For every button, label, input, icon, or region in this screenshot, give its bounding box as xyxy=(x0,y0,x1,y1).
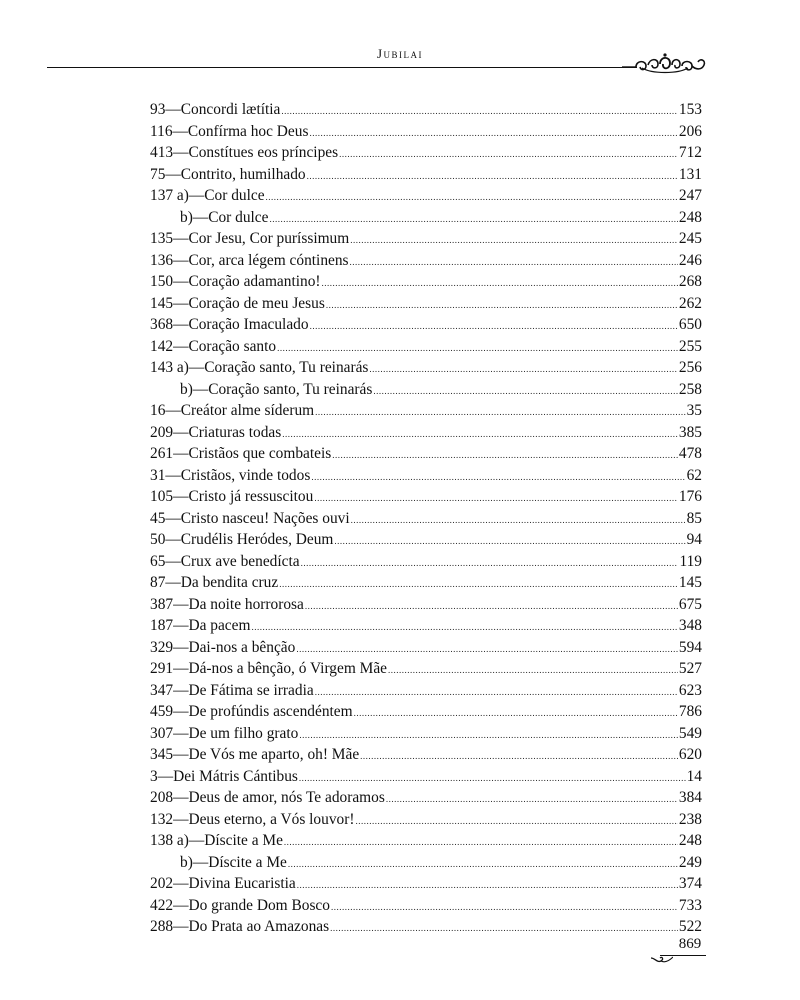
entry-title: 75—Contrito, humilhado xyxy=(150,165,306,183)
entry-title: 87—Da bendita cruz xyxy=(150,574,279,591)
toc-entry xyxy=(150,918,702,940)
dot-leader xyxy=(314,493,678,503)
toc-entry xyxy=(150,424,702,446)
dot-leader xyxy=(350,235,678,245)
header-rule xyxy=(47,67,637,68)
entry-title: 65—Crux ave benedícta xyxy=(150,552,300,570)
dot-leader xyxy=(266,192,678,202)
toc-entry xyxy=(150,510,702,532)
dot-leader xyxy=(284,837,678,847)
entry-title: 150—Coração adamantino! xyxy=(150,273,321,290)
entry-page-number: 258 xyxy=(678,380,702,398)
dot-leader xyxy=(299,730,678,740)
dot-leader xyxy=(351,515,686,525)
entry-page-number: 85 xyxy=(686,509,702,527)
toc-entry xyxy=(150,381,702,403)
dot-leader xyxy=(373,386,678,396)
dot-leader xyxy=(251,622,677,632)
dot-leader xyxy=(307,171,678,181)
toc-entry xyxy=(150,897,702,919)
entry-page-number: 384 xyxy=(678,789,702,806)
dot-leader xyxy=(315,407,685,417)
entry-page-number: 131 xyxy=(678,165,702,183)
entry-page-number: 256 xyxy=(678,359,702,376)
toc-entry xyxy=(150,488,702,510)
entry-page-number: 620 xyxy=(678,746,702,763)
dot-leader xyxy=(305,601,678,611)
dot-leader xyxy=(281,106,678,116)
entry-page-number: 246 xyxy=(678,251,702,269)
toc-entry xyxy=(150,316,702,338)
entry-page-number: 176 xyxy=(678,488,702,505)
entry-page-number: 247 xyxy=(678,187,702,204)
toc-entry xyxy=(150,811,702,833)
toc-entry xyxy=(150,596,702,618)
entry-title: 132—Deus eterno, a Vós louvor! xyxy=(150,810,355,828)
entry-title: 345—De Vós me aparto, oh! Mãe xyxy=(150,746,360,763)
entry-page-number: 623 xyxy=(678,681,702,699)
entry-title: 105—Cristo já ressuscitou xyxy=(150,488,314,505)
entry-page-number: 522 xyxy=(678,918,702,935)
entry-title: b)—Cor dulce xyxy=(180,208,269,226)
entry-title: b)—Díscite a Me xyxy=(180,853,287,871)
toc-entry xyxy=(150,230,702,252)
entry-title: 16—Creátor alme síderum xyxy=(150,402,315,419)
toc-entry xyxy=(150,875,702,897)
entry-title: 187—Da pacem xyxy=(150,617,251,634)
entry-title: 208—Deus de amor, nós Te adoramos xyxy=(150,789,385,806)
entry-title: 387—Da noite horrorosa xyxy=(150,595,304,613)
entry-title: 138 a)—Díscite a Me xyxy=(150,832,283,849)
toc-entry xyxy=(150,467,702,489)
entry-title: 202—Divina Eucaristia xyxy=(150,875,296,892)
entry-title: 422—Do grande Dom Bosco xyxy=(150,896,330,914)
toc-entry xyxy=(150,209,702,231)
toc-entry xyxy=(150,123,702,145)
entry-page-number: 786 xyxy=(678,703,702,720)
entry-title: 136—Cor, arca légem cóntinens xyxy=(150,251,349,269)
toc-entry xyxy=(150,789,702,811)
toc-entry xyxy=(150,768,702,790)
header-title: Jubilai xyxy=(376,46,424,61)
entry-page-number: 238 xyxy=(678,810,702,828)
entry-page-number: 248 xyxy=(678,208,702,226)
dot-leader xyxy=(310,321,678,331)
dot-leader xyxy=(339,149,678,159)
entry-page-number: 206 xyxy=(678,122,702,140)
toc-entry xyxy=(150,703,702,725)
entry-page-number: 594 xyxy=(678,638,702,656)
dot-leader xyxy=(299,773,686,783)
toc-entry xyxy=(150,252,702,274)
toc-entry xyxy=(150,295,702,317)
entry-title: 261—Cristãos que combateis xyxy=(150,445,332,462)
entry-page-number: 385 xyxy=(678,423,702,441)
entry-page-number: 62 xyxy=(686,466,702,484)
entry-title: 347—De Fátima se irradia xyxy=(150,681,314,699)
toc-entry xyxy=(150,187,702,209)
entry-page-number: 249 xyxy=(678,853,702,871)
dot-leader xyxy=(311,472,685,482)
entry-page-number: 712 xyxy=(678,144,702,161)
entry-title: 209—Criaturas todas xyxy=(150,423,282,441)
scroll-ornament-icon xyxy=(622,52,708,78)
dot-leader xyxy=(279,579,678,589)
entry-page-number: 248 xyxy=(678,832,702,849)
entry-page-number: 94 xyxy=(686,531,702,548)
toc-entry xyxy=(150,682,702,704)
dot-leader xyxy=(269,214,677,224)
entry-title: 143 a)—Coração santo, Tu reinarás xyxy=(150,359,369,376)
entry-page-number: 733 xyxy=(678,896,702,914)
toc-entry xyxy=(150,660,702,682)
toc-entry xyxy=(150,746,702,768)
entry-page-number: 527 xyxy=(678,660,702,677)
entry-page-number: 262 xyxy=(678,294,702,312)
entry-page-number: 374 xyxy=(678,875,702,892)
entry-page-number: 245 xyxy=(678,230,702,247)
dot-leader xyxy=(350,257,678,267)
toc-entry xyxy=(150,101,702,123)
dot-leader xyxy=(326,300,678,310)
dot-leader xyxy=(331,902,678,912)
toc-entry xyxy=(150,144,702,166)
toc-entry xyxy=(150,725,702,747)
dot-leader xyxy=(322,278,678,288)
toc-list xyxy=(150,101,702,940)
dot-leader xyxy=(309,128,677,138)
dot-leader xyxy=(288,859,678,869)
entry-page-number: 14 xyxy=(686,767,702,785)
toc-entry xyxy=(150,402,702,424)
dot-leader xyxy=(282,429,678,439)
entry-title: 50—Crudélis Heródes, Deum xyxy=(150,531,334,548)
entry-title: 116—Confírma hoc Deus xyxy=(150,122,309,140)
entry-title: 368—Coração Imaculado xyxy=(150,316,309,333)
toc-entry xyxy=(150,617,702,639)
entry-title: 137 a)—Cor dulce xyxy=(150,187,265,204)
toc-entry xyxy=(150,338,702,360)
toc-entry xyxy=(150,553,702,575)
entry-title: 142—Coração santo xyxy=(150,337,277,355)
entry-title: 329—Dai-nos a bênção xyxy=(150,638,296,656)
entry-page-number: 650 xyxy=(678,316,702,333)
entry-page-number: 478 xyxy=(678,445,702,462)
dot-leader xyxy=(332,450,678,460)
entry-title: 291—Dá-nos a bênção, ó Virgem Mãe xyxy=(150,660,387,677)
toc-entry xyxy=(150,854,702,876)
entry-title: 145—Coração de meu Jesus xyxy=(150,294,325,312)
dot-leader xyxy=(334,536,685,546)
small-scroll-ornament-icon xyxy=(651,955,673,965)
toc-entry xyxy=(150,359,702,381)
entry-title: 459—De profúndis ascendéntem xyxy=(150,703,353,720)
dot-leader xyxy=(297,880,678,890)
entry-page-number: 268 xyxy=(678,273,702,290)
toc-entry xyxy=(150,832,702,854)
entry-title: 413—Constítues eos príncipes xyxy=(150,144,339,161)
dot-leader xyxy=(354,708,678,718)
dot-leader xyxy=(369,364,677,374)
entry-page-number: 675 xyxy=(678,595,702,613)
dot-leader xyxy=(330,923,678,933)
entry-page-number: 35 xyxy=(686,402,702,419)
entry-title: 135—Cor Jesu, Cor puríssimum xyxy=(150,230,350,247)
dot-leader xyxy=(315,687,678,697)
dot-leader xyxy=(386,794,678,804)
entry-title: 307—De um filho grato xyxy=(150,724,299,742)
entry-title: 3—Dei Mátris Cántibus xyxy=(150,767,298,785)
entry-page-number: 255 xyxy=(678,337,702,355)
dot-leader xyxy=(301,558,679,568)
toc-entry xyxy=(150,574,702,596)
entry-title: 288—Do Prata ao Amazonas xyxy=(150,918,330,935)
entry-title: b)—Coração santo, Tu reinarás xyxy=(180,380,373,398)
dot-leader xyxy=(360,751,678,761)
entry-title: 31—Cristãos, vinde todos xyxy=(150,466,311,484)
entry-title: 93—Concordi lætítia xyxy=(150,101,281,118)
entry-page-number: 549 xyxy=(678,724,702,742)
entry-page-number: 145 xyxy=(678,574,702,591)
entry-page-number: 153 xyxy=(678,101,702,118)
entry-title: 45—Cristo nasceu! Nações ouvi xyxy=(150,509,350,527)
dot-leader xyxy=(355,816,677,826)
entry-page-number: 119 xyxy=(679,552,702,570)
toc-entry xyxy=(150,639,702,661)
toc-entry xyxy=(150,445,702,467)
entry-page-number: 348 xyxy=(678,617,702,634)
page-number: 869 xyxy=(678,936,702,952)
toc-entry xyxy=(150,166,702,188)
dot-leader xyxy=(296,644,678,654)
toc-entry xyxy=(150,531,702,553)
toc-entry xyxy=(150,273,702,295)
dot-leader xyxy=(277,343,678,353)
dot-leader xyxy=(388,665,678,675)
